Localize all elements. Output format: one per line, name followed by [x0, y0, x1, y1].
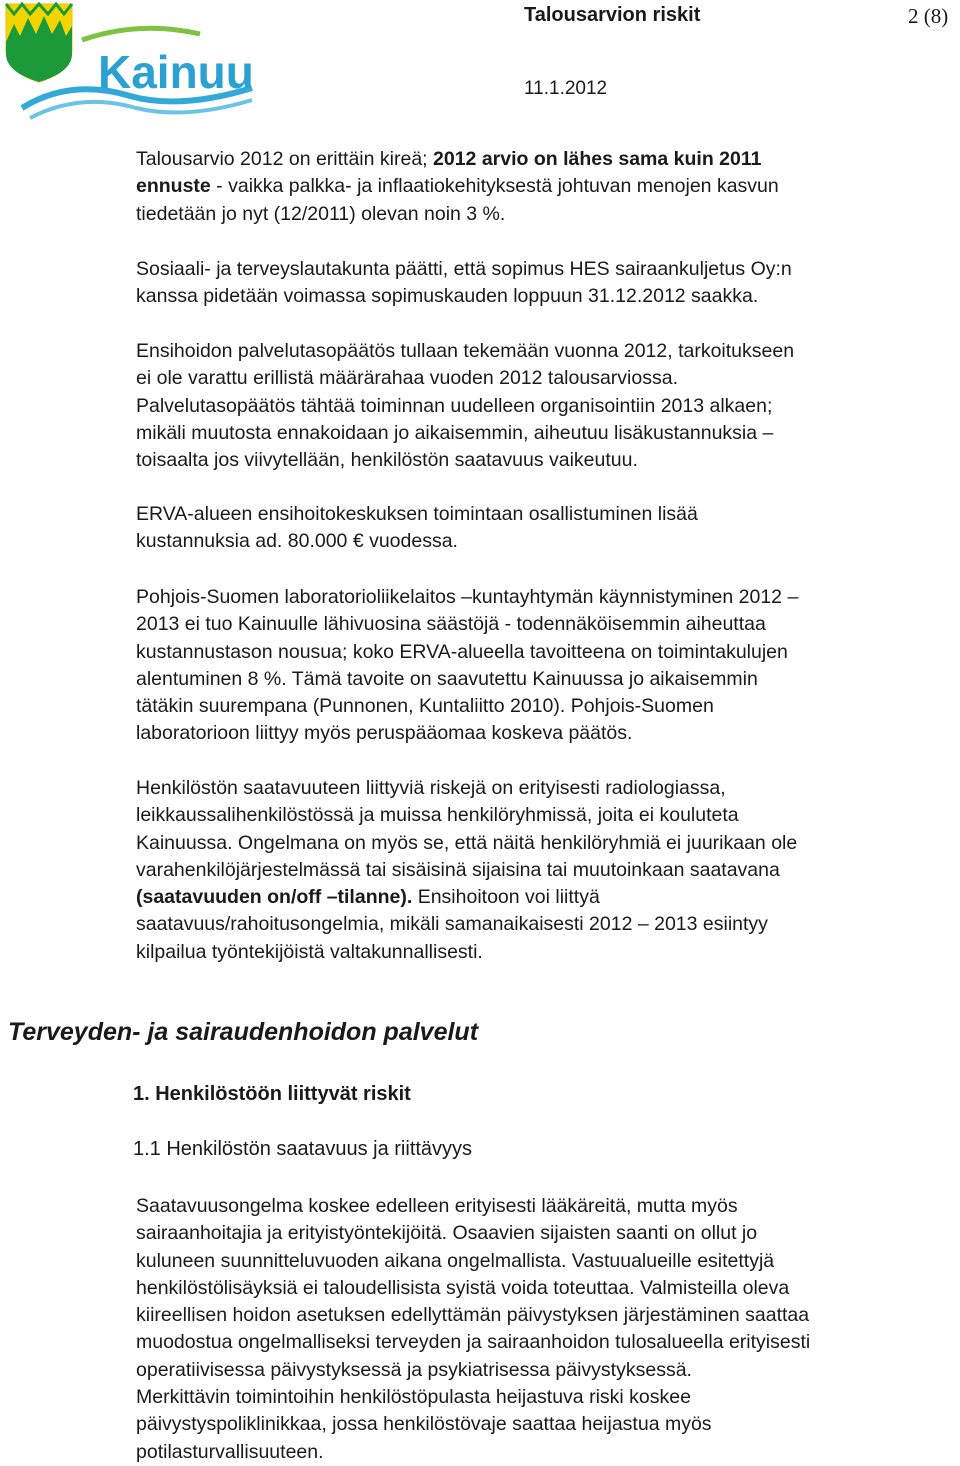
text-span: - vaikka palkka- ja inflaatiokehityksestä johtuvan menojen kasvun	[210, 175, 779, 198]
text-line: Henkilöstön saatavuuteen liittyviä riskejä on erityisesti radiologiassa,	[136, 777, 726, 799]
text-line: alentuminen 8 %. Tämä tavoite on saavutettu Kainuussa jo aikaisemmin	[136, 667, 758, 690]
text-line: Sosiaali- ja terveyslautakunta päätti, että sopimus HES sairaankuljetus Oy:n	[136, 258, 792, 280]
text-line: Saatavuusongelma koskee edelleen erityisesti lääkäreitä, mutta myös	[136, 1195, 738, 1217]
paragraph-staff-availability	[136, 775, 956, 966]
text-line: ERVA-alueen ensihoitokeskuksen toimintaan osallistuminen lisää	[136, 503, 698, 525]
text-line: Kainuussa. Ongelmana on myös se, että näitä henkilöryhmiä ei juurikaan ole	[136, 831, 798, 854]
bold-span: (saatavuuden on/off –tilanne).	[136, 886, 413, 909]
section-heading: Terveyden- ja sairaudenhoidon palvelut	[8, 1018, 479, 1046]
paragraph-hes-contract	[136, 256, 956, 311]
text-line: Ensihoidon palvelutasopäätös tullaan tekemään vuonna 2012, tarkoitukseen	[136, 340, 795, 362]
paragraph-laboratory	[136, 584, 956, 748]
text-line: päivystyspoliklinikkaa, jossa henkilöstövaje saattaa heijastua myös	[136, 1413, 712, 1436]
text-line: leikkaussalihenkilöstössä ja muissa henkilöryhmissä, joita ei kouluteta	[136, 804, 739, 827]
text-line: kilpailua työntekijöistä valtakunnallisesti.	[136, 940, 483, 963]
text-line: 2013 ei tuo Kainuulle lähivuosina säästöjä - todennäköisemmin aiheuttaa	[136, 613, 766, 636]
text-line: toisaalta jos viivytellään, henkilöstön saatavuus vaikeutuu.	[136, 449, 638, 472]
text-line: kanssa pidetään voimassa sopimuskauden loppuun 31.12.2012 saakka.	[136, 285, 759, 308]
text-line: kiireellisen hoidon asetuksen edellyttämän päivystyksen järjestäminen saattaa	[136, 1304, 810, 1327]
text-line	[136, 173, 956, 200]
text-line	[136, 146, 956, 173]
paragraph-budget-tightness	[136, 146, 956, 228]
text-line: Merkittävin toimintoihin henkilöstöpulasta heijastuva riski koskee	[136, 1386, 691, 1409]
text-line: ei ole varattu erillistä määrärahaa vuoden 2012 talousarviossa.	[136, 367, 678, 390]
text-line: muodostua ongelmalliseksi terveyden ja sairaanhoidon tulosalueella erityisesti	[136, 1331, 811, 1354]
text-line: kustannustason nousua; koko ERVA-alueella tavoitteena on toimintakulujen	[136, 640, 788, 663]
bold-span: ennuste	[136, 175, 211, 198]
paragraph-doctor-shortage	[136, 1193, 956, 1466]
text-line	[136, 884, 956, 911]
kainuu-logo	[0, 0, 260, 122]
text-line: mikäli muutosta ennakoidaan jo aikaisemmin, aiheutuu lisäkustannuksia –	[136, 421, 774, 444]
text-line: Pohjois-Suomen laboratorioliikelaitos –kuntayhtymän käynnistyminen 2012 –	[136, 586, 799, 608]
svg-text:Kainuu: Kainuu	[98, 46, 254, 98]
text-line: varahenkilöjärjestelmässä tai sisäisinä sijaisina tai muutoinkaan saatavana	[136, 858, 780, 881]
text-line: Palvelutasopäätös tähtää toiminnan uudelleen organisointiin 2013 alkaen;	[136, 394, 773, 417]
text-line: tiedetään jo nyt (12/2011) olevan noin 3 %.	[136, 202, 506, 225]
document-title: Talousarvion riskit	[524, 4, 701, 26]
paragraph-erva-costs	[136, 501, 956, 556]
text-line: henkilöstölisäyksiä ei taloudellisista syistä voida toteuttaa. Valmisteilla oleva	[136, 1276, 790, 1299]
bold-span: 2012 arvio on lähes sama kuin 2011	[433, 148, 762, 170]
text-line: laboratorioon liittyy myös peruspääomaa koskeva päätös.	[136, 722, 633, 745]
text-line: potilasturvallisuuteen.	[136, 1440, 324, 1463]
text-span: Talousarvio 2012 on erittäin kireä;	[136, 148, 434, 170]
text-line: saatavuus/rahoitusongelmia, mikäli samanaikaisesti 2012 – 2013 esiintyy	[136, 913, 768, 936]
text-line: operatiivisessa päivystyksessä ja psykiatrisessa päivystyksessä.	[136, 1358, 692, 1381]
page-number: 2 (8)	[908, 4, 949, 28]
text-span: Ensihoitoon voi liittyä	[412, 886, 600, 909]
text-line: tätäkin suurempana (Punnonen, Kuntaliitto 2010). Pohjois-Suomen	[136, 695, 714, 718]
text-line: kustannuksia ad. 80.000 € vuodessa.	[136, 530, 458, 553]
paragraph-emergency-care-decision	[136, 338, 956, 474]
document-date: 11.1.2012	[524, 78, 608, 99]
text-line: kuluneen suunnitteluvuoden aikana ongelmallista. Vastuualueille esitettyjä	[136, 1249, 775, 1272]
text-line: sairaanhoitajia ja erityistyöntekijöitä. Osaavien sijaisten saanti on ollut jo	[136, 1222, 758, 1245]
numbered-heading-1: 1. Henkilöstöön liittyvät riskit	[133, 1083, 411, 1105]
numbered-heading-1-1: 1.1 Henkilöstön saatavuus ja riittävyys	[133, 1138, 473, 1160]
